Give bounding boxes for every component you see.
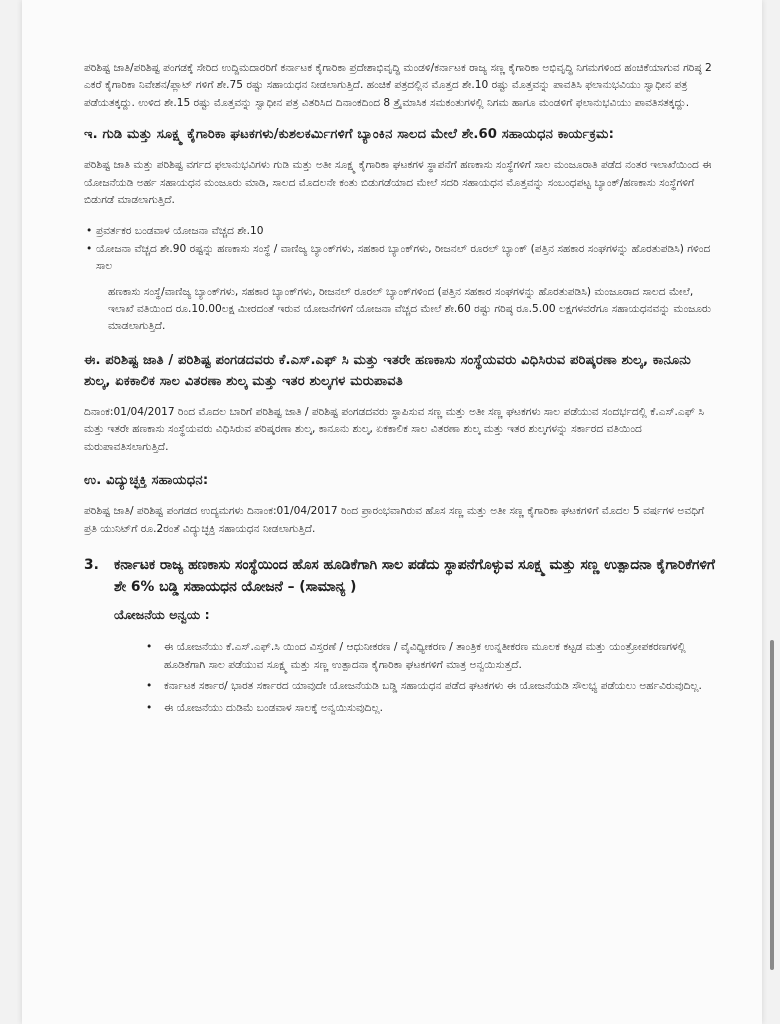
list-item: • ಈ ಯೋಜನೆಯು ಕೆ.ಎಸ್.ಎಫ್.ಸಿ ಯಿಂದ ವಿಸ್ತರಣೆ / ಆಧುನೀಕರಣ / ವೈವಿಧ್ಯೀಕರಣ / ತಾಂತ್ರಿಕ ಉನ್ನತೀಕರಣ ಮೂಲಕ ಕಟ್ಟಡ ಮತ್ತು ಯಂತ್ರೋಪಕರಣಗಳಲ್ಲಿ ಹೂಡಿಕೆಗಾಗಿ ಸಾಲ ಪಡೆಯುವ ಸೂಕ್ಷ್ಮ ಮತ್ತು ಸಣ್ಣ ಉತ್ಪಾದನಾ ಕೈಗಾರಿಕಾ ಘಟಕಗಳಿಗೆ ಮಾತ್ರ ಅನ್ವಯಿಸುತ್ತದೆ. xyxy=(164,639,720,674)
list-item: • ಈ ಯೋಜನೆಯು ದುಡಿಮೆ ಬಂಡವಾಳ ಸಾಲಕ್ಕೆ ಅನ್ವಯಿಸುವುದಿಲ್ಲ. xyxy=(164,700,720,717)
list-item: • ಕರ್ನಾಟಕ ಸರ್ಕಾರ/ ಭಾರತ ಸರ್ಕಾರದ ಯಾವುದೇ ಯೋಜನೆಯಡಿ ಬಡ್ಡಿ ಸಹಾಯಧನ ಪಡೆದ ಘಟಕಗಳು ಈ ಯೋಜನೆಯಡಿ ಸೌಲಭ್ಯ ಪಡೆಯಲು ಅರ್ಹವಿರುವುದಿಲ್ಲ. xyxy=(164,678,720,695)
heading-fee-reimbursement: ಈ. ಪರಿಶಿಷ್ಟ ಜಾತಿ / ಪರಿಶಿಷ್ಟ ಪಂಗಡದವರು ಕೆ.ಎಸ್.ಎಫ್ ಸಿ ಮತ್ತು ಇತರೇ ಹಣಕಾಸು ಸಂಸ್ಥೆಯವರು ವಿಧಿಸಿರುವ ಪರಿಷ್ಕರಣಾ ಶುಲ್ಕ, ಕಾನೂನು ಶುಲ್ಕ, ಏಕಕಾಲಿಕ ಸಾಲ ವಿತರಣಾ ಶುಲ್ಕ ಮತ್ತು ಇತರ ಶುಲ್ಕಗಳ ಮರುಪಾವತಿ xyxy=(84,352,691,389)
paragraph-site-subsidy: ಪರಿಶಿಷ್ಟ ಜಾತಿ/ಪರಿಶಿಷ್ಟ ಪಂಗಡಕ್ಕೆ ಸೇರಿದ ಉದ್ದಿಮದಾರರಿಗೆ ಕರ್ನಾಟಕ ಕೈಗಾರಿಕಾ ಪ್ರದೇಶಾಭಿವೃದ್ಧಿ ಮಂಡಳಿ/ಕರ್ನಾಟಕ ರಾಜ್ಯ ಸಣ್ಣ ಕೈಗಾರಿಕಾ ಅಭಿವೃದ್ಧಿ ನಿಗಮಗಳಿಂದ ಹಂಚಿಕೆಯಾಗುವ ಗರಿಷ್ಠ 2 ಎಕರೆ ಕೈಗಾರಿಕಾ ನಿವೇಶನ/ಪ್ಲಾಟ್ ಗಳಿಗೆ ಶೇ.75 ರಷ್ಟು ಸಹಾಯಧನ ನೀಡಲಾಗುತ್ತಿದೆ. ಹಂಚಿಕೆ ಪತ್ರದಲ್ಲಿನ ಮೊತ್ತದ ಶೇ.10 ರಷ್ಟು ಮೊತ್ತವನ್ನು ಪಾವತಿಸಿ ಫಲಾನುಭವಿಯು ಸ್ವಾಧೀನ ಪತ್ರ ಪಡೆಯತಕ್ಕದ್ದು. ಉಳಿದ ಶೇ.15 ರಷ್ಟು ಮೊತ್ತವನ್ನು ಸ್ವಾಧೀನ ಪತ್ರ ವಿತರಿಸಿದ ದಿನಾಂಕದಿಂದ 8 ತ್ರೈಮಾಸಿಕ ಸಮಕಂತುಗಳಲ್ಲಿ ನಿಗಮ ಹಾಗೂ ಮಂಡಳಿಗೆ ಫಲಾನುಭವಿಯು ಪಾವತಿಸತಕ್ಕದ್ದು. xyxy=(84,62,712,109)
scrollbar-thumb[interactable] xyxy=(770,640,774,970)
paragraph-power-subsidy: ಪರಿಶಿಷ್ಟ ಜಾತಿ/ ಪರಿಶಿಷ್ಟ ಪಂಗಡದ ಉದ್ಯಮಗಳು ದಿನಾಂಕ:01/04/2017 ರಿಂದ ಪ್ರಾರಂಭವಾಗಿರುವ ಹೊಸ ಸಣ್ಣ ಮತ್ತು ಅತೀ ಸಣ್ಣ ಕೈಗಾರಿಕಾ ಘಟಕಗಳಿಗೆ ಮೊದಲ 5 ವರ್ಷಗಳ ಅವಧಿಗೆ ಪ್ರತಿ ಯುನಿಟ್‌ಗೆ ರೂ.2ರಂತೆ ವಿದ್ಯುಚ್ಛಕ್ತಿ ಸಹಾಯಧನ ನೀಡಲಾಗುತ್ತಿದೆ. xyxy=(84,505,705,535)
heading-bank-loan-subsidy: ಇ. ಗುಡಿ ಮತ್ತು ಸೂಕ್ಷ್ಮ ಕೈಗಾರಿಕಾ ಘಟಕಗಳು/ಕುಶಲಕರ್ಮಿಗಳಿಗೆ ಬ್ಯಾಂಕಿನ ಸಾಲದ ಮೇಲೆ ಶೇ.60 ಸಹಾಯಧನ ಕಾರ್ಯಕ್ರಮ: xyxy=(84,127,615,143)
paragraph-fee-reimbursement: ದಿನಾಂಕ:01/04/2017 ರಿಂದ ಮೊದಲ ಬಾರಿಗೆ ಪರಿಶಿಷ್ಟ ಜಾತಿ / ಪರಿಶಿಷ್ಟ ಪಂಗಡದವರು ಸ್ಥಾಪಿಸುವ ಸಣ್ಣ ಮತ್ತು ಅತೀ ಸಣ್ಣ ಘಟಕಗಳು ಸಾಲ ಪಡೆಯುವ ಸಂದರ್ಭದಲ್ಲಿ ಕೆ.ಎಸ್.ಎಫ್ ಸಿ ಮತ್ತು ಇತರೇ ಹಣಕಾಸು ಸಂಸ್ಥೆಯವರು ವಿಧಿಸಿರುವ ಪರಿಷ್ಕರಣಾ ಶುಲ್ಕ, ಕಾನೂನು ಶುಲ್ಕ, ಏಕಕಾಲಿಕ ಸಾಲ ವಿತರಣಾ ಶುಲ್ಕ ಮತ್ತು ಇತರ ಶುಲ್ಕಗಳನ್ನು ಸರ್ಕಾರದ ವತಿಯಿಂದ ಮರುಪಾವತಿಸಲಾಗುತ್ತಿದೆ. xyxy=(84,405,704,453)
document-page xyxy=(22,0,762,1024)
funding-list xyxy=(84,223,720,275)
list-item: • ಯೋಜನಾ ವೆಚ್ಚದ ಶೇ.90 ರಷ್ಟನ್ನು ಹಣಕಾಸು ಸಂಸ್ಥೆ / ವಾಣಿಜ್ಯ ಬ್ಯಾಂಕ್‌ಗಳು, ಸಹಕಾರ ಬ್ಯಾಂಕ್‌ಗಳು, ರೀಜನಲ್ ರೂರಲ್ ಬ್ಯಾಂಕ್ (ಪತ್ತಿನ ಸಹಕಾರ ಸಂಘಗಳನ್ನು ಹೊರತುಪಡಿಸಿ) ಗಳಿಂದ ಸಾಲ xyxy=(96,241,720,276)
section-3-heading xyxy=(84,554,720,598)
section-title: ಕರ್ನಾಟಕ ರಾಜ್ಯ ಹಣಕಾಸು ಸಂಸ್ಥೆಯಿಂದ ಹೊಸ ಹೂಡಿಕೆಗಾಗಿ ಸಾಲ ಪಡೆದು ಸ್ಥಾಪನೆಗೊಳ್ಳುವ ಸೂಕ್ಷ್ಮ ಮತ್ತು ಸಣ್ಣ ಉತ್ಪಾದನಾ ಕೈಗಾರಿಕೆಗಳಿಗೆ ಶೇ 6% ಬಡ್ಡಿ ಸಹಾಯಧನ ಯೋಜನೆ – (ಸಾಮಾನ್ಯ ) xyxy=(114,556,715,595)
scheme-applicability-heading: ಯೋಜನೆಯ ಅನ್ವಯ : xyxy=(114,606,210,622)
paragraph-bank-loan-process: ಪರಿಶಿಷ್ಟ ಜಾತಿ ಮತ್ತು ಪರಿಶಿಷ್ಟ ವರ್ಗದ ಫಲಾನುಭವಿಗಳು ಗುಡಿ ಮತ್ತು ಅತೀ ಸೂಕ್ಷ್ಮ ಕೈಗಾರಿಕಾ ಘಟಕಗಳ ಸ್ಥಾಪನೆಗೆ ಹಣಕಾಸು ಸಂಸ್ಥೆಗಳಿಗೆ ಸಾಲ ಮಂಜೂರಾತಿ ಪಡೆದ ನಂತರ ಇಲಾಖೆಯಿಂದ ಈ ಯೋಜನೆಯಡಿ ಅರ್ಹ ಸಹಾಯಧನ ಮಂಜೂರು ಮಾಡಿ, ಸಾಲದ ಮೊದಲನೇ ಕಂತು ಬಿಡುಗಡೆಯಾದ ಮೇಲೆ ಸದರಿ ಸಹಾಯಧನ ಮೊತ್ತವನ್ನು ಸಂಬಂಧಪಟ್ಟ ಬ್ಯಾಂಕ್/ಹಣಕಾಸು ಸಂಸ್ಥೆಗಳಿಗೆ ಬಿಡುಗಡೆ ಮಾಡಲಾಗುತ್ತಿದೆ. xyxy=(84,159,712,207)
applicability-list xyxy=(84,639,720,717)
heading-power-subsidy: ಉ. ವಿದ್ಯುಚ್ಛಕ್ತಿ ಸಹಾಯಧನ: xyxy=(84,473,209,489)
paragraph-subsidy-limit: ಹಣಕಾಸು ಸಂಸ್ಥೆ/ವಾಣಿಜ್ಯ ಬ್ಯಾಂಕ್‌ಗಳು, ಸಹಕಾರ ಬ್ಯಾಂಕ್‌ಗಳು, ರೀಜನಲ್ ರೂರಲ್ ಬ್ಯಾಂಕ್‌ಗಳಿಂದ (ಪತ್ತಿನ ಸಹಕಾರ ಸಂಘಗಳನ್ನು ಹೊರತುಪಡಿಸಿ) ಮಂಜೂರಾದ ಸಾಲದ ಮೇಲೆ, ಇಲಾಖೆ ವತಿಯಿಂದ ರೂ.10.00ಲಕ್ಷ ಮೀರದಂತೆ ಇರುವ ಯೋಜನೆಗಳಿಗೆ ಯೋಜನಾ ವೆಚ್ಚದ ಮೇಲೆ ಶೇ.60 ರಷ್ಟು ಗರಿಷ್ಠ ರೂ.5.00 ಲಕ್ಷಗಳವರೆಗೂ ಸಹಾಯಧನವನ್ನು ಮಂಜೂರು ಮಾಡಲಾಗುತ್ತಿದೆ. xyxy=(108,285,712,333)
section-number: 3. xyxy=(84,556,99,573)
list-item: • ಪ್ರವರ್ತಕರ ಬಂಡವಾಳ ಯೋಜನಾ ವೆಚ್ಚದ ಶೇ.10 xyxy=(96,223,720,240)
document-body xyxy=(84,60,720,721)
